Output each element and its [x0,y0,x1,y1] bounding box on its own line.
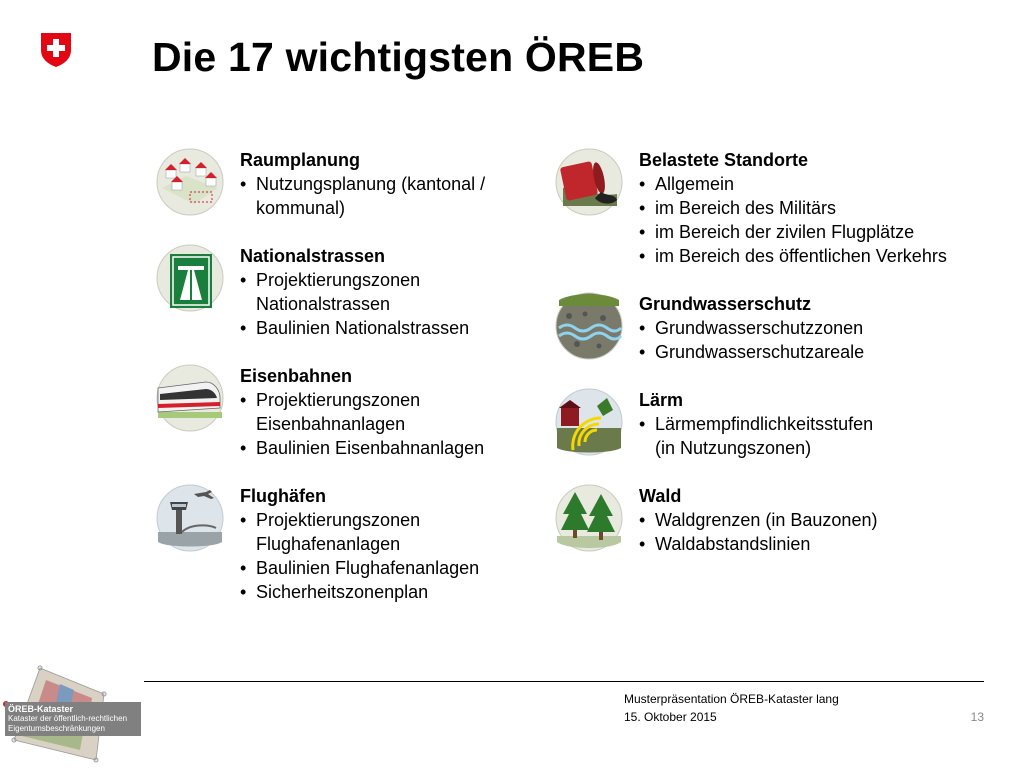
list-item: • Baulinien Eisenbahnanlagen [240,436,600,460]
bullet-list [240,268,600,340]
footer-date: 15. Oktober 2015 [624,710,717,724]
list-item: • Sicherheitszonenplan [240,580,600,604]
airport-tower-icon [156,484,224,552]
list-item: • im Bereich des Militärs [639,196,999,220]
kataster-logo-title: ÖREB-Kataster [8,704,74,714]
bullet-list [639,412,999,460]
bullet-list [240,508,600,604]
groundwater-icon [555,292,623,360]
list-item: • im Bereich der zivilen Flugplätze [639,220,999,244]
list-item: • im Bereich des öffentlichen Verkehrs [639,244,999,268]
section-heading: Nationalstrassen [240,246,386,266]
bullet-list [639,316,999,364]
bullet-list [240,388,600,460]
section-heading: Raumplanung [240,150,360,170]
list-item: • Waldabstandslinien [639,532,999,556]
section-heading: Flughäfen [240,486,326,506]
list-item: • Baulinien Flughafenanlagen [240,556,600,580]
list-item: • Lärmempfindlichkeitsstufen (in Nutzungszonen) [639,412,999,460]
forest-icon [555,484,623,552]
section-text [639,148,999,268]
motorway-sign-icon [156,244,224,312]
list-item: • Projektierungszonen Nationalstrassen [240,268,600,316]
section-heading: Lärm [639,390,684,410]
section-text [240,244,600,340]
section-heading: Wald [639,486,682,506]
list-item: • Nutzungsplanung (kantonal / kommunal) [240,172,600,220]
list-item: • Baulinien Nationalstrassen [240,316,600,340]
list-item: • Grundwasserschutzzonen [639,316,999,340]
footer-presentation-title: Musterpräsentation ÖREB-Kataster lang [624,692,839,706]
list-item: • Projektierungszonen Eisenbahnanlagen [240,388,600,436]
page-number: 13 [970,710,984,724]
section-heading: Belastete Standorte [639,150,809,170]
kataster-logo-subtitle-1: Kataster der öffentlich-rechtlichen [8,714,128,723]
bullet-list [639,508,999,556]
section-heading: Grundwasserschutz [639,294,812,314]
list-item: • Grundwasserschutzareale [639,340,999,364]
list-item: • Allgemein [639,172,999,196]
kataster-logo-subtitle-2: Eigentumsbeschränkungen [8,724,105,733]
list-item: • Waldgrenzen (in Bauzonen) [639,508,999,532]
section-text [240,364,600,460]
section-text [639,388,999,460]
list-item: • Projektierungszonen Flughafenanlagen [240,508,600,556]
section-text [639,484,999,556]
bullet-list [240,172,600,220]
train-icon [156,364,224,432]
bullet-list [639,172,999,268]
section-text [639,292,999,364]
houses-icon [156,148,224,216]
noise-icon [555,388,623,456]
section-text [240,148,600,220]
section-heading: Eisenbahnen [240,366,353,386]
swiss-coat-of-arms-icon [40,32,72,68]
kataster-logo-label [5,702,141,736]
oil-barrel-icon [555,148,623,216]
page-title: Die 17 wichtigsten ÖREB [152,34,645,80]
footer-divider [144,681,984,682]
section-text [240,484,600,604]
